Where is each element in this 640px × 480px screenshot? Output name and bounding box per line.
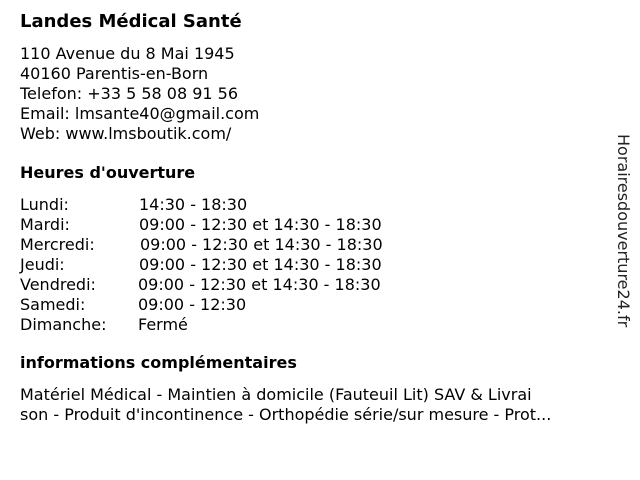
hours-heading: Heures d'ouverture (20, 163, 196, 182)
info-line: Matériel Médical - Maintien à domicile (Fauteuil Lit) SAV & Livrai (20, 385, 532, 404)
info-line: son - Produit d'incontinence - Orthopédie série/sur mesure - Prot... (20, 405, 552, 424)
info-heading: informations complémentaires (20, 353, 297, 372)
business-name: Landes Médical Santé (20, 11, 242, 32)
website-line: Web: www.lmsboutik.com/ (20, 124, 232, 143)
day-label: Samedi: (20, 295, 86, 314)
email-line: Email: lmsante40@gmail.com (20, 104, 260, 123)
info-description (20, 385, 610, 425)
day-time: 09:00 - 12:30 (138, 295, 247, 314)
day-label: Lundi: (20, 195, 69, 214)
watermark-text: Horairesdouverture24.fr (614, 134, 633, 328)
day-label: Mardi: (20, 215, 70, 234)
address-city: 40160 Parentis-en-Born (20, 64, 209, 83)
phone-line: Telefon: +33 5 58 08 91 56 (20, 84, 239, 103)
address-street: 110 Avenue du 8 Mai 1945 (20, 44, 235, 63)
day-time: Fermé (138, 315, 188, 334)
day-label: Dimanche: (20, 315, 107, 334)
watermark-brand (611, 134, 635, 372)
day-label: Jeudi: (20, 255, 65, 274)
day-time: 09:00 - 12:30 et 14:30 - 18:30 (140, 235, 383, 254)
day-label: Mercredi: (20, 235, 95, 254)
day-time: 09:00 - 12:30 et 14:30 - 18:30 (139, 215, 382, 234)
day-time: 09:00 - 12:30 et 14:30 - 18:30 (139, 255, 382, 274)
day-time: 14:30 - 18:30 (139, 195, 248, 214)
day-time: 09:00 - 12:30 et 14:30 - 18:30 (138, 275, 381, 294)
contact-block (20, 44, 259, 144)
day-label: Vendredi: (20, 275, 96, 294)
